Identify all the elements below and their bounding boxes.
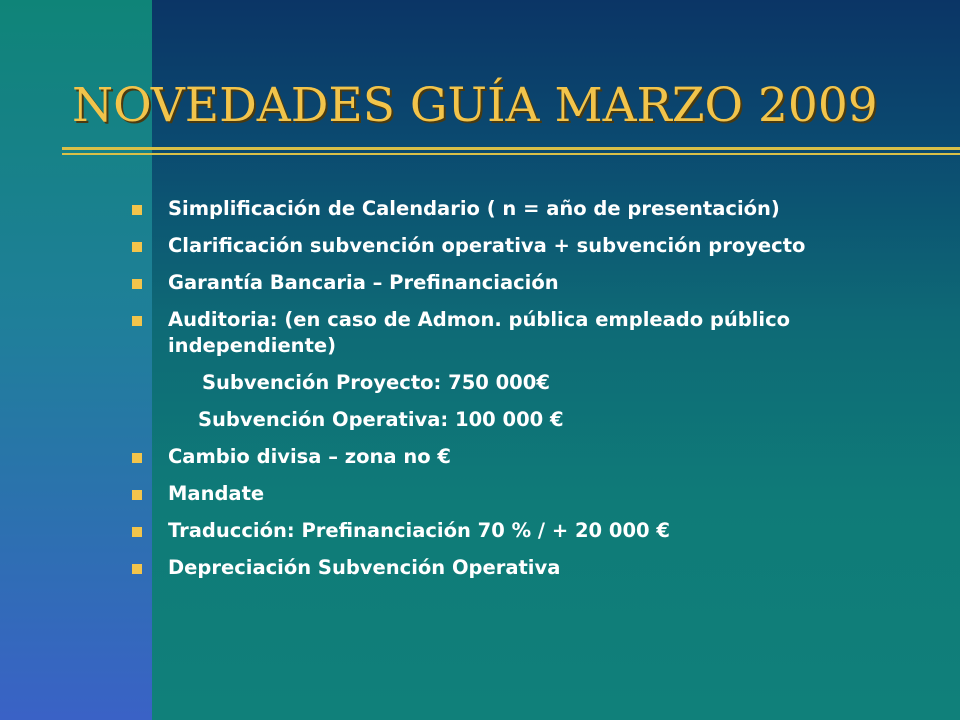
bullet-item-clarificacion: Clarificación subvención operativa + subvención proyecto xyxy=(132,233,932,259)
title-underline-bottom xyxy=(62,153,960,155)
bullet-item-auditoria: Auditoria: (en caso de Admon. pública empleado público independiente) xyxy=(132,307,932,359)
bullet-item-mandate: Mandate xyxy=(132,481,932,507)
bullet-item-cambio-divisa: Cambio divisa – zona no € xyxy=(132,444,932,470)
sub-item-subvencion-operativa: Subvención Operativa: 100 000 € xyxy=(198,408,564,431)
slide-title: NOVEDADES GUÍA MARZO 2009 xyxy=(72,78,878,133)
bullet-item-calendario: Simplificación de Calendario ( n = año de presentación) xyxy=(132,196,932,222)
bullet-list xyxy=(132,196,932,592)
title-underline-top xyxy=(62,147,960,150)
bullet-item-garantia: Garantía Bancaria – Prefinanciación xyxy=(132,270,932,296)
sub-item-subvencion-proyecto: Subvención Proyecto: 750 000€ xyxy=(202,371,550,394)
bullet-item-depreciacion: Depreciación Subvención Operativa xyxy=(132,555,932,581)
bullet-item-traduccion: Traducción: Prefinanciación 70 % / + 20 000 € xyxy=(132,518,932,544)
